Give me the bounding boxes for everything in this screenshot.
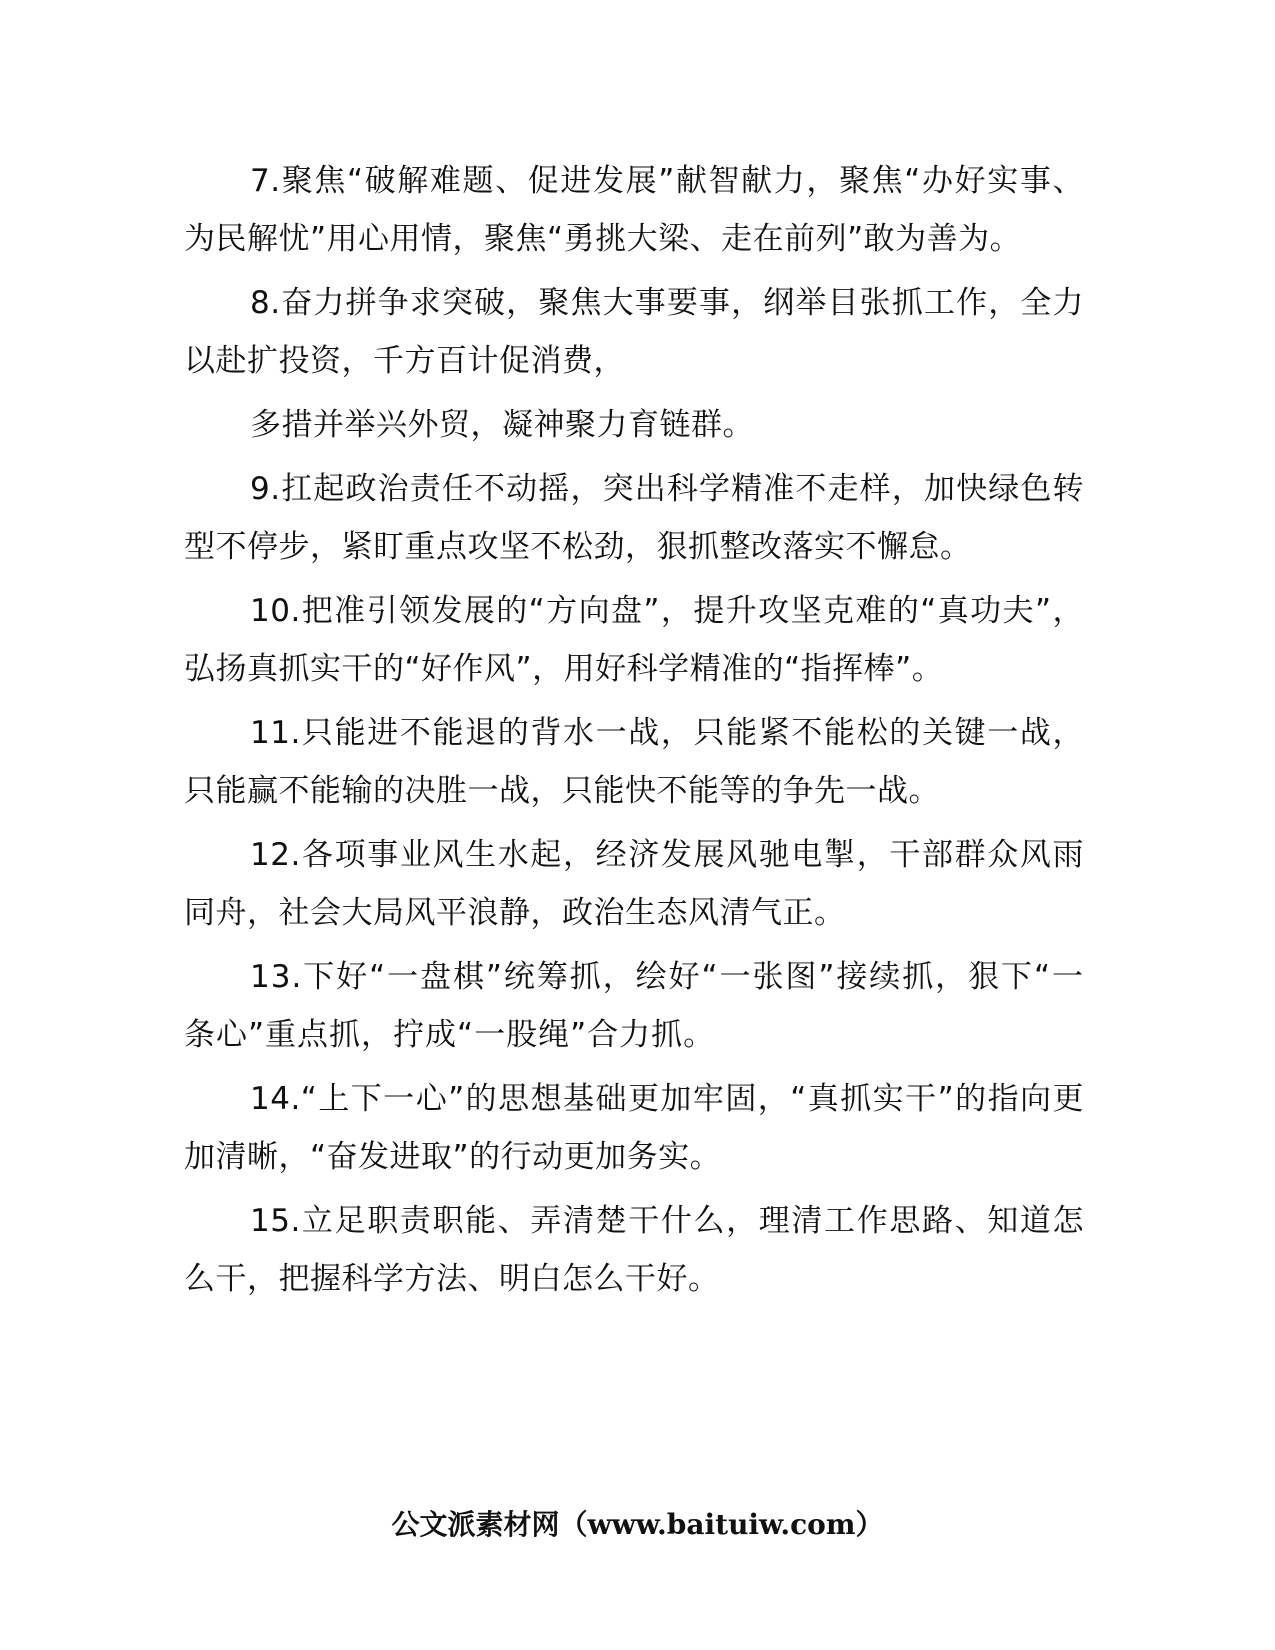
source-footer: 公文派素材网（www.baituiw.com） <box>391 1508 884 1541</box>
paragraph-9: 9.扛起政治责任不动摇，突出科学精准不走样，加快绿色转型不停步，紧盯重点攻坚不松劲，狠抓整改落实不懈怠。 <box>184 471 1084 565</box>
paragraph-14: 14.“上下一心”的思想基础更加牢固，“真抓实干”的指向更加清晰，“奋发进取”的行动更加务实。 <box>184 1081 1084 1175</box>
paragraph-8: 8.奋力拼争求突破，聚焦大事要事，纲举目张抓工作，全力以赴扩投资，千方百计促消费， <box>184 285 1084 379</box>
paragraph-12: 12.各项事业风生水起，经济发展风驰电掣，干部群众风雨同舟，社会大局风平浪静，政治生态风清气正。 <box>184 837 1084 931</box>
paragraph-7: 7.聚焦“破解难题、促进发展”献智献力，聚焦“办好实事、为民解忧”用心用情，聚焦“勇挑大梁、走在前列”敢为善为。 <box>184 163 1084 257</box>
paragraph-15: 15.立足职责职能、弄清楚干什么，理清工作思路、知道怎么干，把握科学方法、明白怎么干好。 <box>184 1203 1084 1297</box>
paragraph-10: 10.把准引领发展的“方向盘”，提升攻坚克难的“真功夫”，弘扬真抓实干的“好作风”，用好科学精准的“指挥棒”。 <box>184 593 1084 687</box>
paragraph-13: 13.下好“一盘棋”统筹抓，绘好“一张图”接续抓，狠下“一条心”重点抓，拧成“一股绳”合力抓。 <box>184 959 1084 1053</box>
paragraph-11: 11.只能进不能退的背水一战，只能紧不能松的关键一战，只能赢不能输的决胜一战，只能快不能等的争先一战。 <box>184 715 1084 809</box>
document-body <box>184 152 1084 1314</box>
paragraph-8-continued: 多措并举兴外贸，凝神聚力育链群。 <box>250 407 754 443</box>
